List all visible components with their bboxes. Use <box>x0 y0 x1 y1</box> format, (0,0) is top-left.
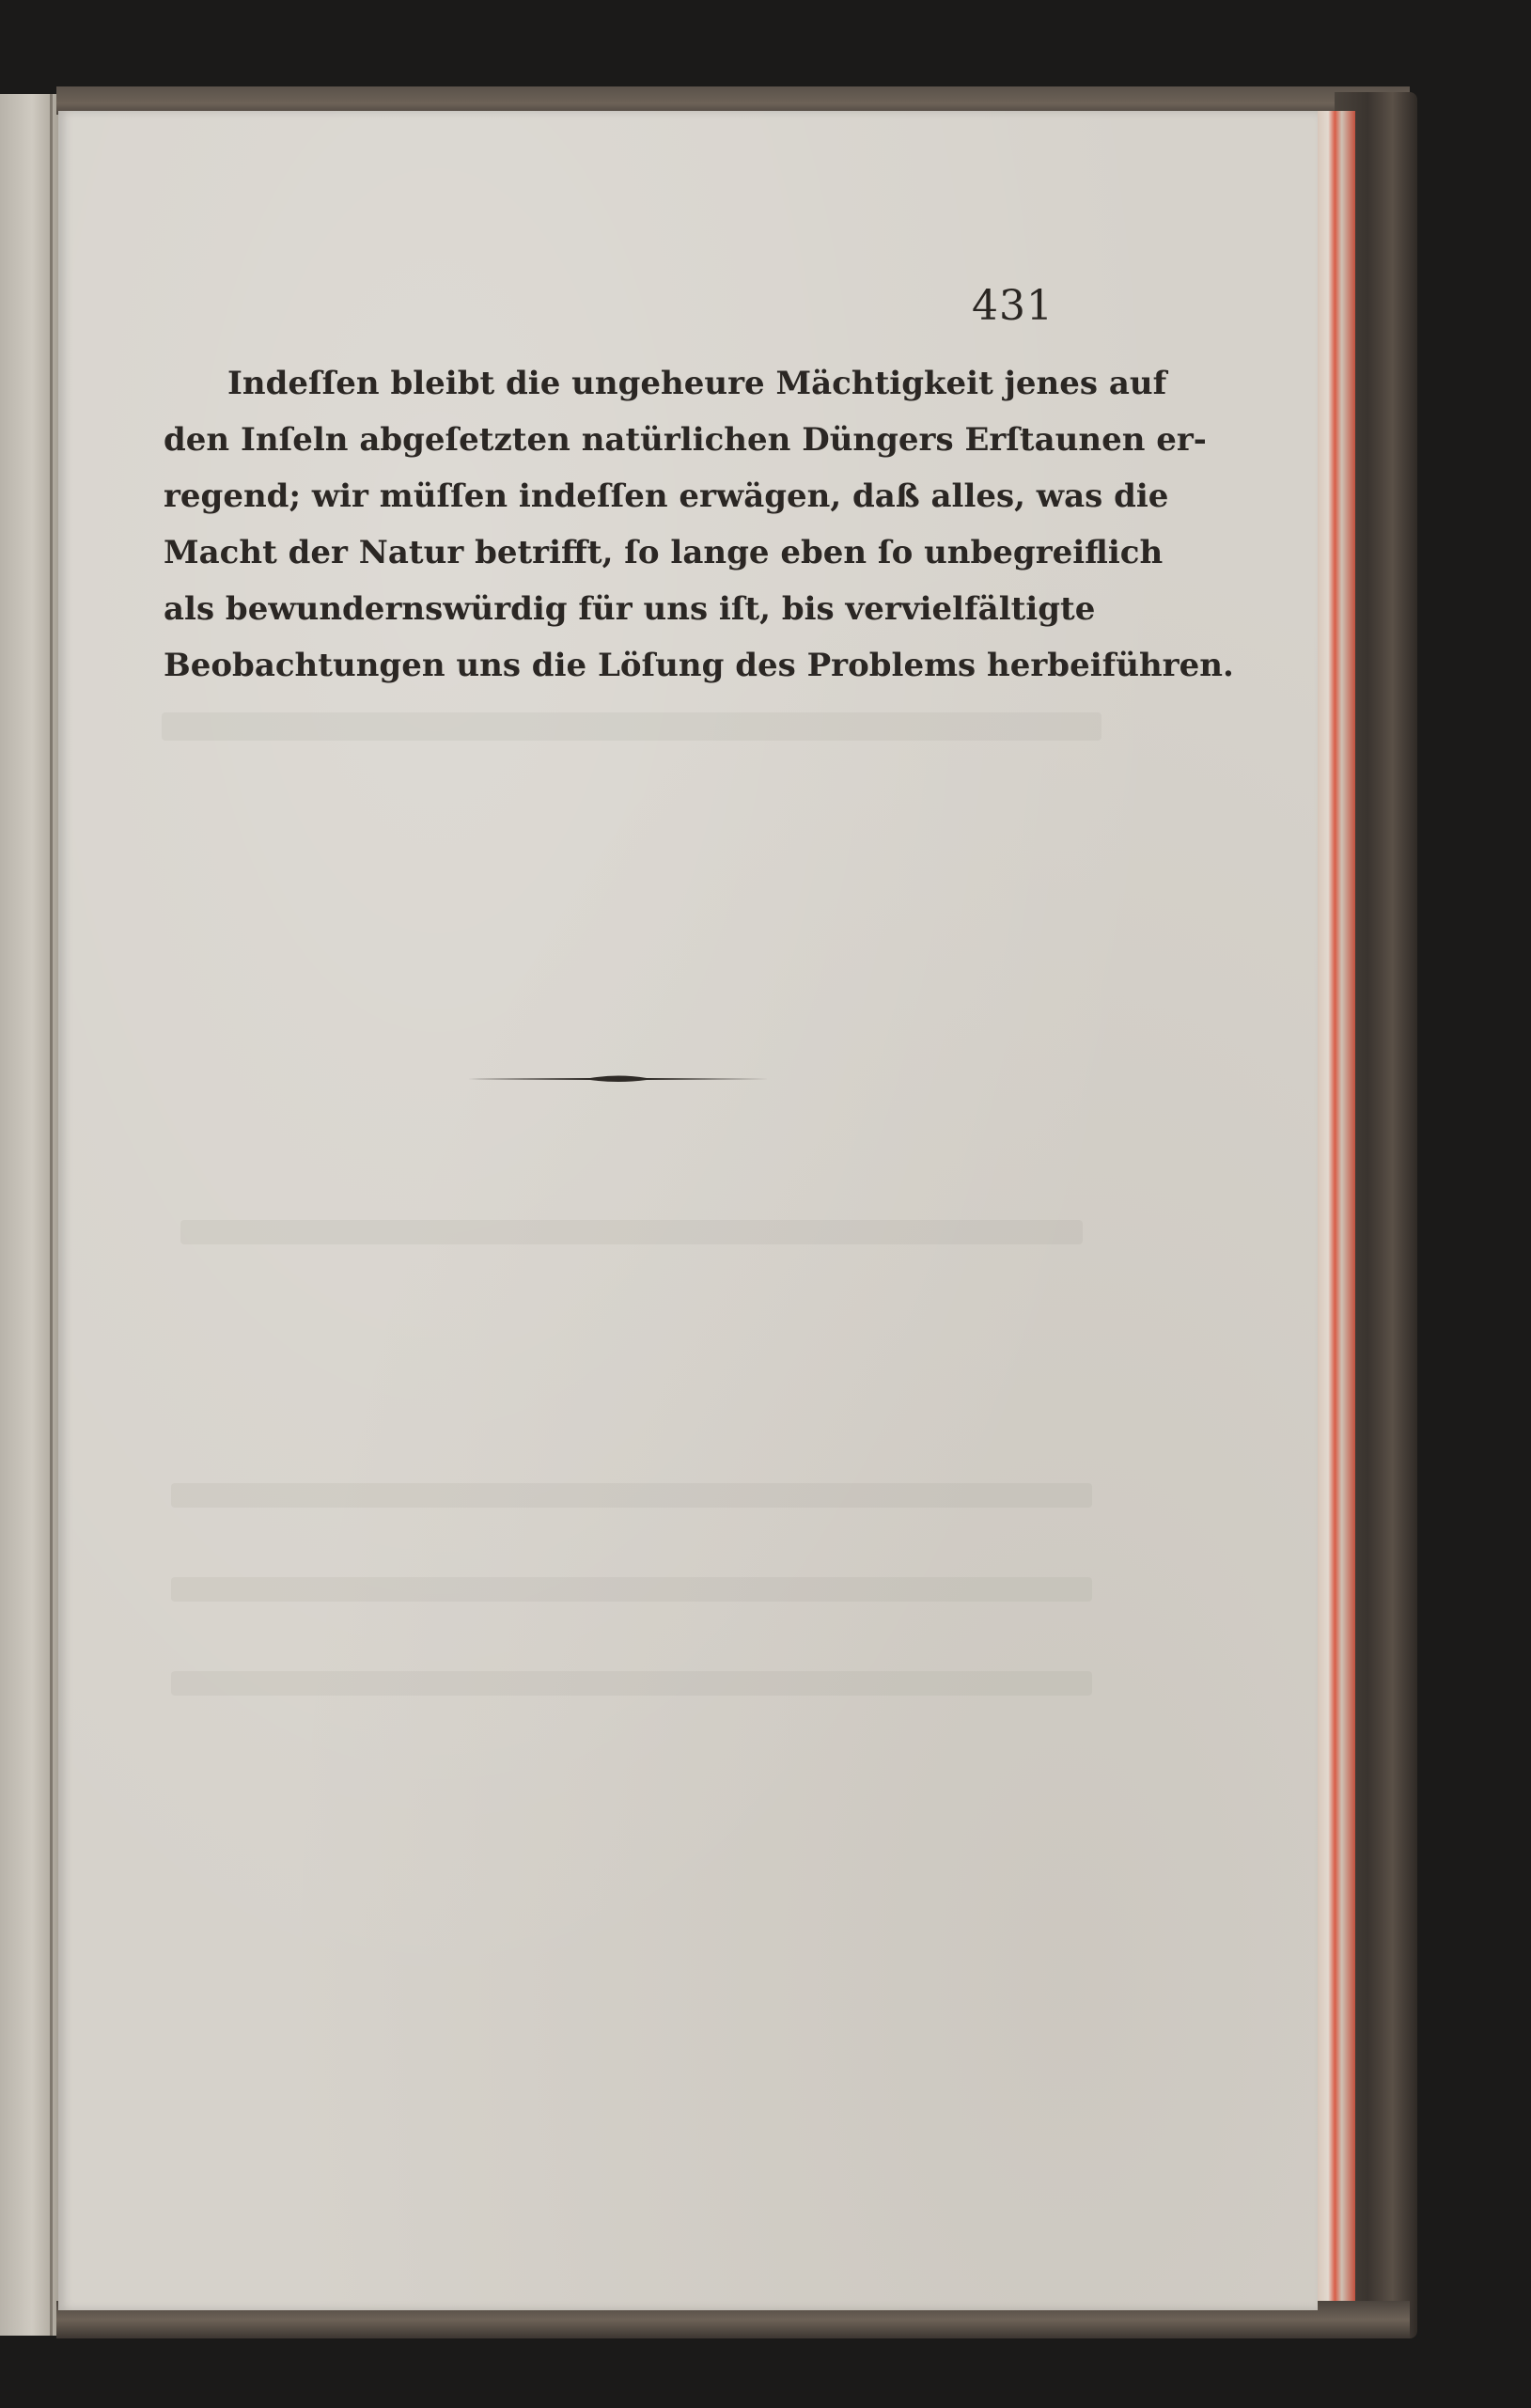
text-line: regend; wir müſſen indeſſen erwägen, daß alles, was die <box>164 477 1169 515</box>
body-text <box>164 355 1234 694</box>
left-page-edge <box>0 94 58 2336</box>
bleed-through-mark <box>171 1577 1092 1602</box>
bleed-through-mark <box>171 1671 1092 1696</box>
text-line: Indeſſen bleibt die ungeheure Mächtigkeit jenes auf <box>227 365 1167 402</box>
ornament-divider <box>468 1070 769 1088</box>
page-number: 431 <box>972 282 1054 330</box>
text-line: Beobachtungen uns die Löſung des Problems herbeiführen. <box>164 647 1234 684</box>
bleed-through-mark <box>180 1220 1083 1244</box>
text-line: den Inſeln abgeſetzten natürlichen Düngers Erſtaunen er- <box>164 421 1207 459</box>
bleed-through-mark <box>162 712 1101 741</box>
bleed-through-mark <box>171 1483 1092 1508</box>
text-line: Macht der Natur betrifft, ſo lange eben ſo unbegreiflich <box>164 534 1164 571</box>
text-line: als bewundernswürdig für uns iſt, bis vervielfältigte <box>164 590 1096 628</box>
